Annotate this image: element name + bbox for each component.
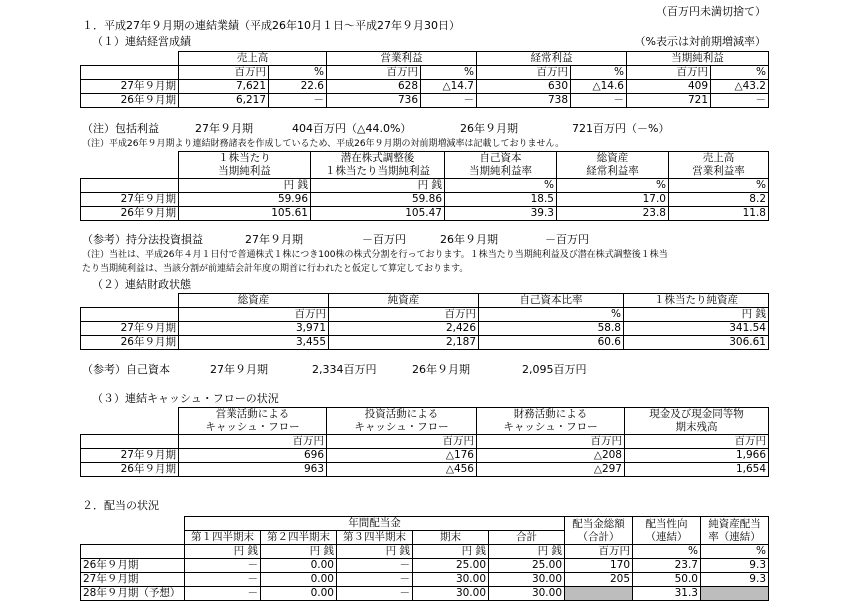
value-cell: － [421, 94, 477, 108]
equity-method-value-1: －百万円 [362, 233, 406, 246]
financial-position-table [80, 293, 769, 350]
section-heading-financial-position: （２）連結財政状態 [92, 278, 191, 291]
col-header-net-assets: 純資産 [329, 294, 479, 308]
col-header-investing-cf [327, 408, 477, 435]
value-cell: 0.00 [261, 587, 337, 601]
value-cell: 6,217 [179, 94, 269, 108]
col-header-total-assets: 総資産 [179, 294, 329, 308]
col-header-operating-margin [669, 152, 769, 179]
value-cell: 306.61 [624, 336, 769, 350]
unit-cell: 百万円 [179, 435, 327, 449]
table-row [81, 322, 769, 336]
comprehensive-income-value-2: 721百万円（－%） [572, 122, 670, 135]
unit-cell: 円 銭 [624, 308, 769, 322]
header-line: 総資産 [596, 152, 629, 164]
row-label: 26年９月期 [81, 336, 179, 350]
row-label: 27年９月期 [81, 80, 179, 94]
equity-method-value-2: －百万円 [545, 233, 589, 246]
comprehensive-income-label: （注）包括利益 [82, 122, 159, 135]
col-header-roe [445, 152, 557, 179]
value-cell: 18.5 [445, 193, 557, 207]
value-cell: 30.00 [489, 573, 565, 587]
unit-cell: 百万円 [329, 308, 479, 322]
note-stock-split-line-2: たり当期純利益は、当該分割が前連結会計年度の期首に行われたと仮定して算定しております。 [82, 264, 469, 274]
table-row [81, 308, 769, 322]
col-header-operating-profit: 営業利益 [327, 52, 477, 66]
value-cell: 23.7 [633, 559, 701, 573]
header-line: 当期純利益率 [469, 165, 532, 177]
row-label: 26年９月期 [81, 559, 185, 573]
per-share-header-row [81, 152, 769, 179]
equity-method-label: （参考）持分法投資損益 [82, 233, 203, 246]
value-cell: 60.6 [479, 336, 624, 350]
row-label: 28年９月期（予想） [81, 587, 185, 601]
section-heading-results: （１）連結経営成績 [92, 35, 191, 48]
value-cell: 3,971 [179, 322, 329, 336]
header-line: 売上高 [702, 152, 735, 164]
value-cell: 30.00 [413, 573, 489, 587]
cashflow-table [80, 407, 769, 477]
col-header-ordinary-profit: 経常利益 [477, 52, 627, 66]
value-cell: 22.6 [269, 80, 327, 94]
header-line: 投資活動による [364, 408, 439, 420]
unit-cell: 百万円 [477, 435, 625, 449]
value-cell: △14.7 [421, 80, 477, 94]
header-line: キャッシュ・フロー [354, 421, 449, 433]
table-row [81, 545, 769, 559]
value-cell: 0.00 [261, 559, 337, 573]
value-cell: 105.61 [179, 207, 311, 221]
value-cell: 1,654 [625, 463, 769, 477]
value-cell: － [337, 587, 413, 601]
row-label: 26年９月期 [81, 94, 179, 108]
comprehensive-income-value-1: 404百万円（△44.0%） [292, 122, 412, 135]
unit-cell: 百万円 [327, 435, 477, 449]
col-header-total-dividends [565, 517, 633, 545]
unit-cell: 百万円 [565, 545, 633, 559]
value-cell: 17.0 [557, 193, 669, 207]
value-cell: 59.86 [311, 193, 445, 207]
value-cell: － [337, 559, 413, 573]
table-row [81, 66, 769, 80]
value-cell: 630 [477, 80, 571, 94]
table-row [81, 435, 769, 449]
header-line: 潜在株式調整後 [340, 152, 415, 164]
table-row [81, 94, 769, 108]
section-heading-cashflow: （３）連結キャッシュ・フローの状況 [92, 392, 279, 405]
unit-note: （百万円未満切捨て） [656, 5, 766, 18]
note-first-consolidation: （注）平成26年９月期より連結財務諸表を作成しているため、平成26年９月期の対前期増減率は記載しておりません。 [82, 139, 565, 149]
header-line: 現金及び現金同等物 [649, 408, 744, 420]
header-line: １株当たり [218, 152, 271, 164]
table-row [81, 559, 769, 573]
unit-cell: 円 銭 [185, 545, 261, 559]
value-cell: 205 [565, 573, 633, 587]
value-cell: 30.00 [489, 587, 565, 601]
col-header-total: 合計 [489, 531, 565, 545]
col-header-q3: 第３四半期末 [337, 531, 413, 545]
header-line: 経常利益率 [586, 165, 639, 177]
unit-cell: 百万円 [179, 66, 269, 80]
col-header-equity-ratio: 自己資本比率 [479, 294, 624, 308]
own-capital-value-2: 2,095百万円 [522, 363, 587, 376]
col-header-operating-cf [179, 408, 327, 435]
row-label: 27年９月期 [81, 449, 179, 463]
unit-cell: % [479, 308, 624, 322]
col-header-eps [179, 152, 311, 179]
col-header-bps: １株当たり純資産 [624, 294, 769, 308]
row-label: 27年９月期 [81, 322, 179, 336]
table-row [81, 80, 769, 94]
value-cell: 963 [179, 463, 327, 477]
value-cell: △297 [477, 463, 625, 477]
col-header-q2: 第２四半期末 [261, 531, 337, 545]
row-label: 27年９月期 [81, 573, 185, 587]
own-capital-label: （参考）自己資本 [82, 363, 170, 376]
percent-note: （%表示は対前期増減率） [634, 35, 766, 48]
value-cell [701, 587, 769, 601]
value-cell: 25.00 [413, 559, 489, 573]
unit-cell: 百万円 [477, 66, 571, 80]
col-header-dividend-on-equity [701, 517, 769, 545]
unit-cell: % [445, 179, 557, 193]
value-cell: 23.8 [557, 207, 669, 221]
header-line: キャッシュ・フロー [503, 421, 598, 433]
header-line: 当期純利益 [218, 165, 271, 177]
value-cell: － [711, 94, 769, 108]
value-cell: － [269, 94, 327, 108]
value-cell: 409 [627, 80, 711, 94]
value-cell: 736 [327, 94, 421, 108]
unit-cell: 百万円 [179, 308, 329, 322]
value-cell: 50.0 [633, 573, 701, 587]
header-line: 配当金総額 [572, 517, 625, 530]
value-cell: － [185, 559, 261, 573]
header-line: （連結） [645, 530, 688, 543]
table-row [81, 587, 769, 601]
value-cell: 105.47 [311, 207, 445, 221]
value-cell: 7,621 [179, 80, 269, 94]
row-label: 26年９月期 [81, 207, 179, 221]
value-cell: △43.2 [711, 80, 769, 94]
comprehensive-income-period-2: 26年９月期 [460, 122, 518, 135]
financial-header-row [81, 294, 769, 308]
header-line: 営業活動による [215, 408, 290, 420]
value-cell: 2,187 [329, 336, 479, 350]
table-row [81, 336, 769, 350]
header-line: 率（連結） [708, 530, 761, 543]
unit-cell: 円 銭 [489, 545, 565, 559]
unit-cell: 円 銭 [337, 545, 413, 559]
value-cell: 9.3 [701, 559, 769, 573]
unit-cell: % [669, 179, 769, 193]
value-cell: △456 [327, 463, 477, 477]
value-cell: 11.8 [669, 207, 769, 221]
results-header-row [81, 52, 769, 66]
value-cell: 2,426 [329, 322, 479, 336]
header-line: 配当性向 [645, 517, 688, 530]
value-cell: 8.2 [669, 193, 769, 207]
value-cell: － [571, 94, 627, 108]
own-capital-period-1: 27年９月期 [210, 363, 268, 376]
unit-cell: % [269, 66, 327, 80]
note-stock-split-line-1: （注）当社は、平成26年４月１日付で普通株式１株につき100株の株式分割を行っております。１株当たり当期純利益及び潜在株式調整後１株当 [82, 250, 668, 260]
unit-cell: 円 銭 [261, 545, 337, 559]
unit-cell: 百万円 [625, 435, 769, 449]
header-line: キャッシュ・フロー [205, 421, 300, 433]
col-header-year-end: 期末 [413, 531, 489, 545]
value-cell [565, 587, 633, 601]
table-row [81, 193, 769, 207]
value-cell: 341.54 [624, 322, 769, 336]
table-row [81, 449, 769, 463]
col-header-net-income: 当期純利益 [627, 52, 769, 66]
unit-cell: % [421, 66, 477, 80]
unit-cell: % [701, 545, 769, 559]
unit-cell: % [711, 66, 769, 80]
value-cell: 170 [565, 559, 633, 573]
unit-cell: 円 銭 [179, 179, 311, 193]
col-header-annual-dividends: 年間配当金 [185, 517, 565, 531]
header-line: 純資産配当 [708, 517, 761, 530]
equity-method-period-2: 26年９月期 [440, 233, 498, 246]
value-cell: △208 [477, 449, 625, 463]
value-cell: 721 [627, 94, 711, 108]
row-label: 27年９月期 [81, 193, 179, 207]
header-line: 営業利益率 [692, 165, 745, 177]
value-cell: 58.8 [479, 322, 624, 336]
dividends-table [80, 516, 769, 601]
header-line: 期末残高 [675, 421, 718, 433]
table-row [81, 179, 769, 193]
col-header-payout-ratio [633, 517, 701, 545]
unit-cell: % [571, 66, 627, 80]
section-heading-dividends: ２．配当の状況 [82, 499, 159, 512]
results-table [80, 51, 769, 108]
unit-cell: 百万円 [327, 66, 421, 80]
col-header-roa [557, 152, 669, 179]
value-cell: 9.3 [701, 573, 769, 587]
unit-cell: % [557, 179, 669, 193]
value-cell: 3,455 [179, 336, 329, 350]
value-cell: △14.6 [571, 80, 627, 94]
value-cell: － [337, 573, 413, 587]
col-header-q1: 第１四半期末 [185, 531, 261, 545]
value-cell: 628 [327, 80, 421, 94]
unit-cell: 円 銭 [311, 179, 445, 193]
value-cell: 31.3 [633, 587, 701, 601]
col-header-sales: 売上高 [179, 52, 327, 66]
table-row [81, 207, 769, 221]
value-cell: 25.00 [489, 559, 565, 573]
value-cell: 1,966 [625, 449, 769, 463]
unit-cell: % [633, 545, 701, 559]
header-line: （合計） [577, 530, 620, 543]
unit-cell: 百万円 [627, 66, 711, 80]
own-capital-period-2: 26年９月期 [412, 363, 470, 376]
equity-method-period-1: 27年９月期 [245, 233, 303, 246]
value-cell: － [185, 587, 261, 601]
cashflow-header-row [81, 408, 769, 435]
header-line: 財務活動による [513, 408, 588, 420]
unit-cell: 円 銭 [413, 545, 489, 559]
value-cell: 696 [179, 449, 327, 463]
own-capital-value-1: 2,334百万円 [312, 363, 377, 376]
comprehensive-income-period-1: 27年９月期 [195, 122, 253, 135]
col-header-cash-end [625, 408, 769, 435]
value-cell: 738 [477, 94, 571, 108]
per-share-table [80, 151, 769, 221]
value-cell: 0.00 [261, 573, 337, 587]
value-cell: 39.3 [445, 207, 557, 221]
col-header-diluted-eps [311, 152, 445, 179]
header-line: １株当たり当期純利益 [325, 165, 430, 177]
col-header-financing-cf [477, 408, 625, 435]
value-cell: － [185, 573, 261, 587]
header-line: 自己資本 [479, 152, 522, 164]
dividends-group-header-row [81, 517, 769, 531]
table-row [81, 573, 769, 587]
value-cell: 59.96 [179, 193, 311, 207]
report-title: １．平成27年９月期の連結業績（平成26年10月１日～平成27年９月30日） [82, 19, 460, 32]
value-cell: △176 [327, 449, 477, 463]
row-label: 26年９月期 [81, 463, 179, 477]
table-row [81, 463, 769, 477]
value-cell: 30.00 [413, 587, 489, 601]
